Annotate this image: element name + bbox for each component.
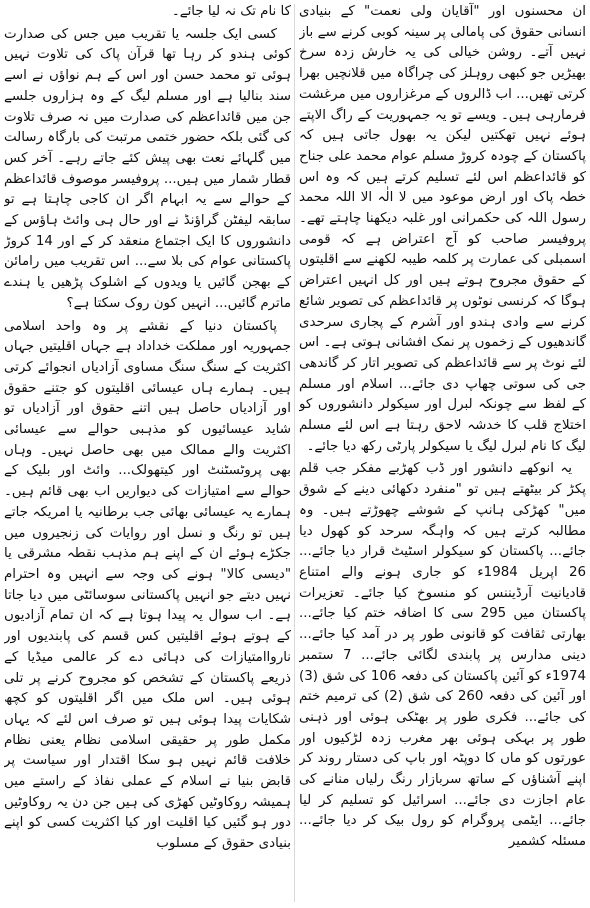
left-column-paragraph: کسی ایک جلسہ یا تقریب میں جس کی صدارت کوئی ہندو کر رہا تھا قرآن پاک کی تلاوت نہیں ہوئی تو محمد حسن اور اس کے ہم نواؤں نے اسے سند بنالیا ہے اور مسلم لیگ کے وہ ہزاروں جلسے جن میں قائداعظم کی صدارت میں نہ صرف تلاوت کی گئی بلکہ حضور ختمی مرتبت کی بارگاہ رسالت میں گلہائے نعت بھی پیش کئے جاتے رہے۔ آخر کس قطار شمار میں ہیں... پروفیسر موصوف قائداعظم کے حوالے سے یہ ابہام اگر ان کاجی چاہتا ہے تو سابقہ لیفٹن گراؤنڈ نے اور حال ہی وائٹ ہاؤس کے دانشوروں کا ایک اجتماع منعقد کر کے اور 14 کروڑ پاکستانی عوام کی بلا سے... اس تقریب میں رامائن کے بھجن گائیں یا ویدوں کے اشلوک پڑھیں یا ہندے ماترم گائیں... انہیں کون روک سکتا ہے؟ xyxy=(4,26,291,311)
left-column-paragraph: کا نام تک نہ لیا جائے۔ xyxy=(171,4,291,19)
right-column xyxy=(299,2,586,906)
right-column-paragraph: ان محسنوں اور "آقایان ولی نعمت" کے بنیادی انسانی حقوق کی پامالی پر سینہ کوبی کرنے سے باز نہیں آتے۔ روشن خیالی کی یہ خارش زدہ سرخ بھیڑیں جو کبھی روہلز کی چراگاہ میں قلانچیں بھرا کرتی تھیں... اب ڈالروں کے مرغزاروں میں مرغشت فرمارہی ہیں۔ ویسے تو یہ جمہوریت کے راگ الاپتے ہوئے نہیں تھکتیں لیکن یہ بھول جاتی ہیں کہ پاکستان کے چودہ کروڑ مسلم عوام محمد علی جناح کو قائداعظم اس لئے تسلیم کرتے ہیں کہ وہ اس خطہ پاک اور ارض موعود میں لا الٰہ الا اللہ محمد رسول اللہ کی حکمرانی اور غلبہ دیکھنا چاہتے تھے۔ پروفیسر صاحب کو آج اعتراض ہے کہ قومی اسمبلی کی عمارت پر کلمہ طیبہ لکھنے سے اقلیتوں کے حقوق مجروح ہوتے ہیں اور کل انہیں اعتراض ہوگا کہ کرنسی نوٹوں پر قائداعظم کی تصویر شائع کرنے سے وادی ہندو اور آشرم کے پجاری سرحدی گاندھیوں کے زخموں پر نمک افشانی ہوتی ہے۔ اس لئے نوٹ پر سے قائداعظم کی تصویر اتار کر گاندھی جی کی سوتی چھاپ دی جائے... اسلام اور مسلم کے لفظ سے چونکہ لبرل اور سیکولر دانشوروں کو اختلاج قلب کا خدشہ لاحق رہتا ہے اس لئے مسلم لیگ کا نام لبرل لیگ یا سیکولر پارٹی رکھ دیا جائے۔ xyxy=(299,4,586,454)
left-column xyxy=(4,2,291,906)
column-divider xyxy=(294,4,295,902)
left-column-paragraph: پاکستان دنیا کے نقشے پر وہ واحد اسلامی جمہوریہ اور مملکت خداداد ہے جہاں اقلیتیں جہاں اکثریت کے سنگ سنگ مساوی آزادیاں انجوائے کرتی ہیں۔ ہمارے ہاں عیسائی اقلیتوں کو جتنے حقوق اور آزادیاں حاصل ہیں اتنے حقوق اور آزادیاں تو شاید عیسائیوں کو مذہبی حوالے سے عیسائی اکثریت والے ممالک میں بھی حاصل نہیں۔ وہاں بھی پروٹسٹنٹ اور کیتھولک... وائٹ اور بلیک کے حوالے سے امتیازات کی دیواریں اب بھی قائم ہیں۔ ہمارے یہ عیسائی بھائی جب برطانیہ یا امریکہ جاتے ہیں تو رنگ و نسل اور روایات کی زنجیروں میں جکڑے ہوئے ان کے اپنے ہم مذہب نقطہ مشرقی یا "دیسی کالا" ہونے کی وجہ سے انہیں وہ احترام نہیں دیتے جو انہیں پاکستانی سوسائٹی میں دیا جاتا ہے۔ اب سوال یہ پیدا ہوتا ہے کہ ان تمام آزادیوں کے ہوتے ہوئے اقلیتیں کس قسم کی پابندیوں اور نارواامتیازات کی دہائی دے کر عالمی میڈیا کے ذریعے پاکستان کے تشخص کو مجروح کرنے پر تلی ہوئی ہیں۔ اس ملک میں اگر اقلیتوں کو کچھ شکایات پیدا ہوئی ہیں تو صرف اس لئے کہ یہاں مکمل طور پر حقیقی اسلامی نظام یعنی نظام خلافت قائم نہیں ہو سکا اقتدار اور سیاست پر قابض بنیا نے اسلام کے عملی نفاذ کے راستے میں ہمیشہ روکاوٹیں کھڑی کی ہیں جن دن یہ روکاوٹیں دور ہو گئیں کیا اقلیت اور کیا اکثریت کسی کو اپنے بنیادی حقوق کے مسلوب xyxy=(4,318,291,852)
right-column-paragraph: یہ انوکھے دانشور اور ڈب کھڑبے مفکر جب قلم پکڑ کر بیٹھتے ہیں تو "منفرد دکھائی دینے کے شوق میں" کھڑکی ہانپ کے شوشے چھوڑتے ہیں۔ وہ مطالبہ کرتے ہیں کہ واہگہ سرحد کو کھول دیا جائے... پاکستان کو سیکولر اسٹیٹ قرار دیا جائے... 26 اپریل 1984ء کو جاری ہونے والے امتناع قادیانیت آرڈیننس کو منسوخ کیا جائے۔ تعزیرات پاکستان میں 295 سی کا اضافہ ختم کیا جائے... بھارتی ثقافت کو قانونی طور پر در آمد کیا جائے... دینی مدارس پر پابندی لگائی جائے... 7 ستمبر 1974ء کو آئین پاکستان کی دفعہ 106 کی شق (3) اور آئین کی دفعہ 260 کی شق (2) کی ترمیم ختم کی جائے... فکری طور پر بھٹکی ہوئی اور ذہنی طور پر بہکی ہوئی بھر مغرب زدہ لڑکیوں اور عورتوں کو ماں کا دوپٹہ اور باپ کی دستار روند کر اپنے آشناؤں کے ساتھ سربازار رنگ رلیاں منانے کی عام اجازت دی جائے... اسرائیل کو تسلیم کر لیا جائے... ایٹمی پروگرام کو رول بیک کر دیا جائے... مسئلہ کشمیر xyxy=(299,461,586,850)
newspaper-page xyxy=(4,2,586,906)
